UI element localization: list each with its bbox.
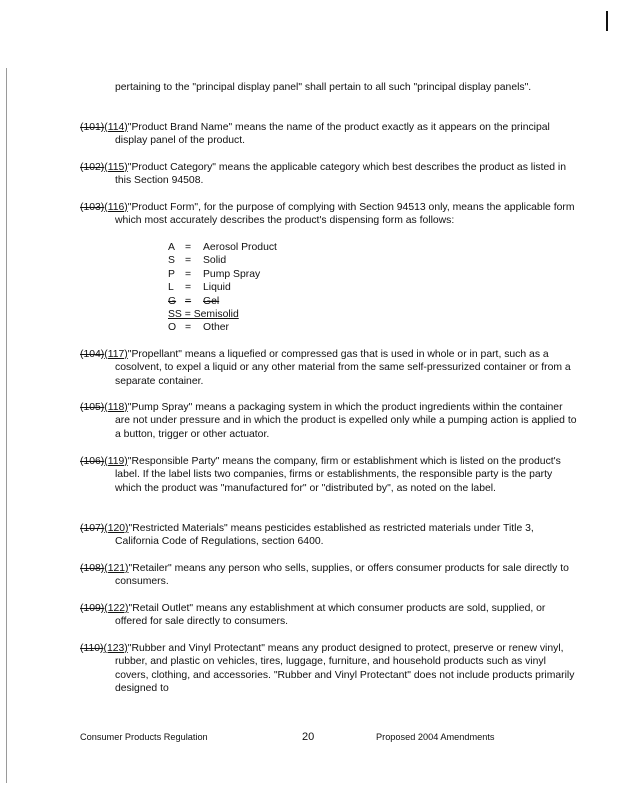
form-label: Other (203, 322, 229, 334)
definition-text: "Responsible Party" means the company, firm or establishment which is listed on the product's label. If the label lists two companies, firms or establishments, the responsible party is the party which the product was "manufactured for" or "distributed by", as noted on the label. (115, 456, 561, 494)
form-equals: = (185, 282, 192, 294)
new-number: (114) (104, 122, 128, 133)
new-number: (121) (104, 563, 129, 574)
old-number: (106) (80, 456, 105, 467)
old-number: (105) (80, 402, 105, 413)
form-equals: = (185, 268, 192, 280)
definition-text: "Product Form", for the purpose of complying with Section 94513 only, means the applicable form which most accurately describes the product's dispensing form as follows: (115, 202, 575, 227)
old-number: (104) (80, 349, 105, 360)
scan-mark (606, 11, 608, 31)
form-label: Pump Spray (203, 268, 261, 280)
form-equals: = (185, 255, 192, 267)
definition-119 (80, 455, 577, 495)
new-number: (119) (104, 456, 128, 467)
form-code: L (168, 282, 174, 294)
old-number: (107) (80, 523, 105, 534)
new-number: (118) (104, 402, 128, 413)
new-number: (120) (104, 523, 129, 534)
definition-text: "Propellant" means a liquefied or compressed gas that is used in whole or in part, such as a cosolvent, to expel a liquid or any other material from the same self-pressurized container or from a separate container. (115, 349, 571, 387)
form-equals: = (185, 295, 192, 307)
form-row-pump-spray (168, 268, 277, 281)
page-number: 20 (302, 731, 315, 743)
definition-120 (80, 522, 577, 549)
old-number: (103) (80, 202, 105, 213)
form-label: Gel (203, 295, 220, 307)
definition-text: "Product Brand Name" means the name of the product exactly as it appears on the principal display panel of the product. (115, 122, 550, 147)
definition-114 (80, 121, 577, 148)
new-number: (116) (104, 202, 128, 213)
definition-text: "Retailer" means any person who sells, supplies, or offers consumer products for sale directly to consumers. (115, 563, 569, 588)
form-row-other (168, 321, 277, 334)
form-label: SS = Semisolid (168, 308, 239, 320)
form-equals: = (185, 242, 192, 253)
definition-text: "Product Category" means the applicable category which best describes the product as listed in this Section 94508. (115, 162, 567, 187)
definition-text: "Rubber and Vinyl Protectant" means any product designed to protect, preserve or renew vinyl, rubber, and plastic on vehicles, tires, luggage, furniture, and household products such as vinyl covers, clothing, and accessories. "Rubber and Vinyl Protectant" does not include products primarily designed to (115, 643, 575, 695)
form-code: G (168, 295, 177, 307)
form-row-aerosol (168, 241, 277, 254)
definition-text: "Pump Spray" means a packaging system in which the product ingredients within the container are not under pressure and in which the product is expelled only while a pumping action is applied to a button, trigger or other actuator. (115, 402, 577, 440)
continuation-paragraph: pertaining to the "principal display panel" shall pertain to all such "principal display panels". (115, 82, 532, 93)
definition-122 (80, 602, 577, 629)
product-form-list (168, 241, 277, 335)
footer-left: Consumer Products Regulation (80, 732, 208, 742)
definition-118 (80, 401, 577, 441)
new-number: (122) (104, 603, 129, 614)
definition-121 (80, 562, 577, 589)
form-code: A (168, 242, 175, 253)
old-number: (102) (80, 162, 105, 173)
definition-116 (80, 201, 577, 228)
footer-right: Proposed 2004 Amendments (376, 732, 495, 742)
old-number: (110) (80, 643, 104, 654)
new-number: (123) (103, 643, 128, 654)
form-code: P (168, 268, 175, 280)
form-code: O (168, 322, 177, 334)
definition-123 (80, 642, 577, 696)
definition-text: "Restricted Materials" means pesticides established as restricted materials under Title 3, California Code of Regulations, section 6400. (115, 523, 534, 548)
new-number: (117) (104, 349, 128, 360)
form-row-liquid (168, 281, 277, 294)
definition-117 (80, 348, 577, 388)
form-row-semisolid (168, 308, 277, 321)
old-number: (108) (80, 563, 105, 574)
form-equals: = (185, 322, 192, 334)
form-row-gel (168, 295, 277, 308)
margin-line (6, 68, 7, 783)
old-number: (109) (80, 603, 105, 614)
form-label: Solid (203, 255, 227, 267)
form-label: Liquid (203, 282, 231, 294)
form-row-solid (168, 254, 277, 267)
form-label: Aerosol Product (203, 242, 277, 253)
definition-text: "Retail Outlet" means any establishment at which consumer products are sold, supplied, or offered for sale directly to consumers. (115, 603, 546, 628)
definition-115 (80, 161, 577, 188)
form-code: S (168, 255, 175, 267)
new-number: (115) (104, 162, 128, 173)
old-number: (101) (80, 122, 105, 133)
